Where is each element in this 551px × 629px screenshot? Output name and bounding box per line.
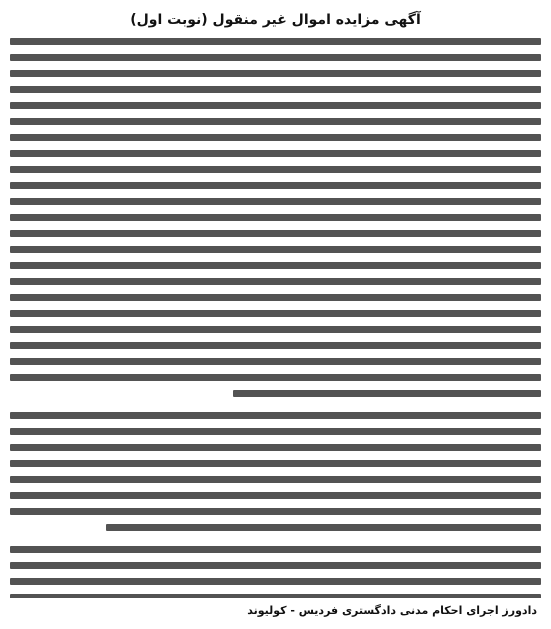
- body-line: [10, 412, 541, 419]
- body-line: [10, 374, 541, 381]
- body-line: [10, 342, 541, 349]
- body-line: [10, 444, 541, 451]
- body-line: [10, 460, 541, 467]
- body-line: [10, 198, 541, 205]
- body-line: [10, 562, 541, 569]
- body-line: [10, 102, 541, 109]
- notice-body: [10, 38, 541, 598]
- body-line: [10, 492, 541, 499]
- body-line: [10, 54, 541, 61]
- body-line: [10, 246, 541, 253]
- notice-signature: دادورز اجرای احکام مدنی دادگستری فردیس - کولیوند: [247, 604, 537, 617]
- body-line: [10, 262, 541, 269]
- body-line: [10, 70, 541, 77]
- body-line: [106, 524, 541, 531]
- body-line: [10, 166, 541, 173]
- body-line: [10, 578, 541, 585]
- notice-title: آگهی مزایده اموال غیر منقول (نوبت اول): [130, 12, 421, 28]
- body-line: [10, 134, 541, 141]
- body-line: [10, 278, 541, 285]
- body-line: [10, 38, 541, 45]
- body-line: [10, 358, 541, 365]
- body-line: [10, 150, 541, 157]
- body-line: [10, 428, 541, 435]
- body-line: [10, 182, 541, 189]
- body-line: [10, 476, 541, 483]
- body-line: [10, 294, 541, 301]
- body-line: [10, 230, 541, 237]
- body-line: [10, 326, 541, 333]
- body-line: [10, 310, 541, 317]
- body-line: [233, 390, 541, 397]
- body-line: [10, 508, 541, 515]
- body-line: [10, 86, 541, 93]
- body-line: [10, 214, 541, 221]
- body-line: [10, 594, 541, 598]
- body-line: [10, 546, 541, 553]
- body-line: [10, 118, 541, 125]
